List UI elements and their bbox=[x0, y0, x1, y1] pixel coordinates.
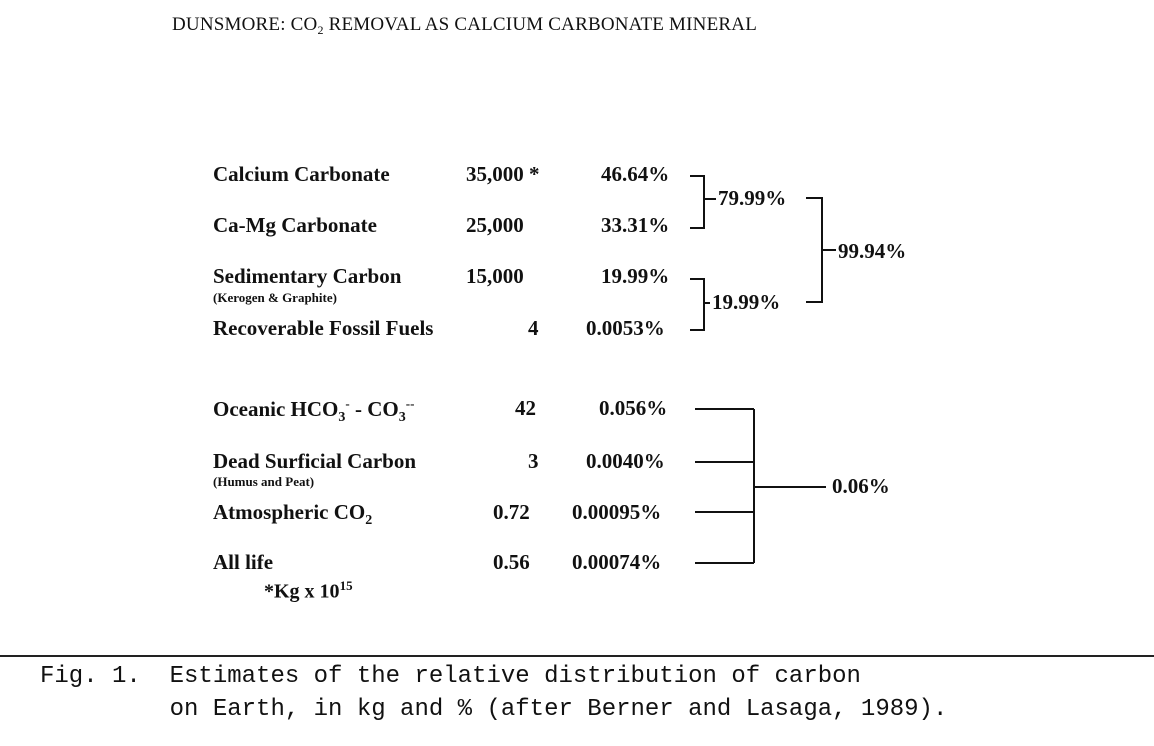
row-amount-atmospheric-co2: 0.72 bbox=[493, 500, 530, 524]
row-sublabel-kerogen-graphite: (Kerogen & Graphite) bbox=[213, 290, 337, 305]
row-percent-dead-surficial-carbon: 0.0040% bbox=[586, 449, 665, 473]
bracket-outer-top bbox=[806, 198, 822, 302]
caption-line-1: Fig. 1. Estimates of the relative distribution of carbon bbox=[40, 663, 861, 690]
row-label-dead-surficial-carbon: Dead Surficial Carbon bbox=[213, 449, 417, 473]
row-label-calcium-carbonate: Calcium Carbonate bbox=[213, 162, 390, 186]
group-total-bottom: 0.06% bbox=[832, 474, 890, 498]
row-percent-sedimentary-carbon: 19.99% bbox=[601, 264, 670, 288]
row-amount-oceanic: 42 bbox=[515, 396, 536, 420]
row-amount-dead-surficial-carbon: 3 bbox=[528, 449, 539, 473]
bracket-organic bbox=[690, 279, 704, 330]
footnote-power: 15 bbox=[339, 578, 353, 593]
atmospheric-co: Atmospheric CO bbox=[213, 500, 366, 524]
header-suffix: REMOVAL AS CALCIUM CARBONATE MINERAL bbox=[323, 14, 758, 35]
oceanic-sub-3b: 3 bbox=[398, 410, 406, 425]
oceanic-sub-3a: 3 bbox=[338, 410, 346, 425]
row-percent-recoverable-fossil-fuels: 0.0053% bbox=[586, 316, 665, 340]
header-prefix: DUNSMORE: CO bbox=[172, 14, 318, 35]
row-percent-atmospheric-co2: 0.00095% bbox=[572, 500, 662, 524]
caption-divider bbox=[0, 655, 1154, 657]
row-label-recoverable-fossil-fuels: Recoverable Fossil Fuels bbox=[213, 316, 434, 340]
row-amount-calcium-carbonate: 35,000 * bbox=[466, 162, 540, 186]
row-amount-ca-mg-carbonate: 25,000 bbox=[466, 213, 524, 237]
atmospheric-sub-2: 2 bbox=[365, 513, 373, 528]
row-percent-oceanic: 0.056% bbox=[599, 396, 668, 420]
row-label-ca-mg-carbonate: Ca-Mg Carbonate bbox=[213, 213, 377, 237]
row-amount-all-life: 0.56 bbox=[493, 550, 530, 574]
row-label-all-life: All life bbox=[213, 550, 274, 574]
oceanic-charge-b: -- bbox=[405, 396, 415, 411]
header-subscript: 2 bbox=[317, 23, 324, 37]
oceanic-charge-a: - bbox=[345, 396, 350, 411]
row-sublabel-humus-peat: (Humus and Peat) bbox=[213, 474, 315, 489]
row-percent-ca-mg-carbonate: 33.31% bbox=[601, 213, 670, 237]
row-amount-recoverable-fossil-fuels: 4 bbox=[528, 316, 539, 340]
group-total-carbonates: 79.99% bbox=[718, 186, 787, 210]
row-label-sedimentary-carbon: Sedimentary Carbon bbox=[213, 264, 402, 288]
bracket-carbonates bbox=[690, 176, 704, 228]
footnote-prefix: *Kg x 10 bbox=[264, 580, 340, 603]
row-percent-calcium-carbonate: 46.64% bbox=[601, 162, 670, 186]
oceanic-co: - CO bbox=[349, 397, 399, 421]
group-total-organic: 19.99% bbox=[712, 290, 781, 314]
figure-caption bbox=[40, 660, 947, 726]
row-percent-all-life: 0.00074% bbox=[572, 550, 662, 574]
row-amount-sedimentary-carbon: 15,000 bbox=[466, 264, 524, 288]
group-total-top: 99.94% bbox=[838, 239, 907, 263]
caption-line-2: on Earth, in kg and % (after Berner and Lasaga, 1989). bbox=[40, 696, 948, 723]
oceanic-hco: Oceanic HCO bbox=[213, 397, 339, 421]
